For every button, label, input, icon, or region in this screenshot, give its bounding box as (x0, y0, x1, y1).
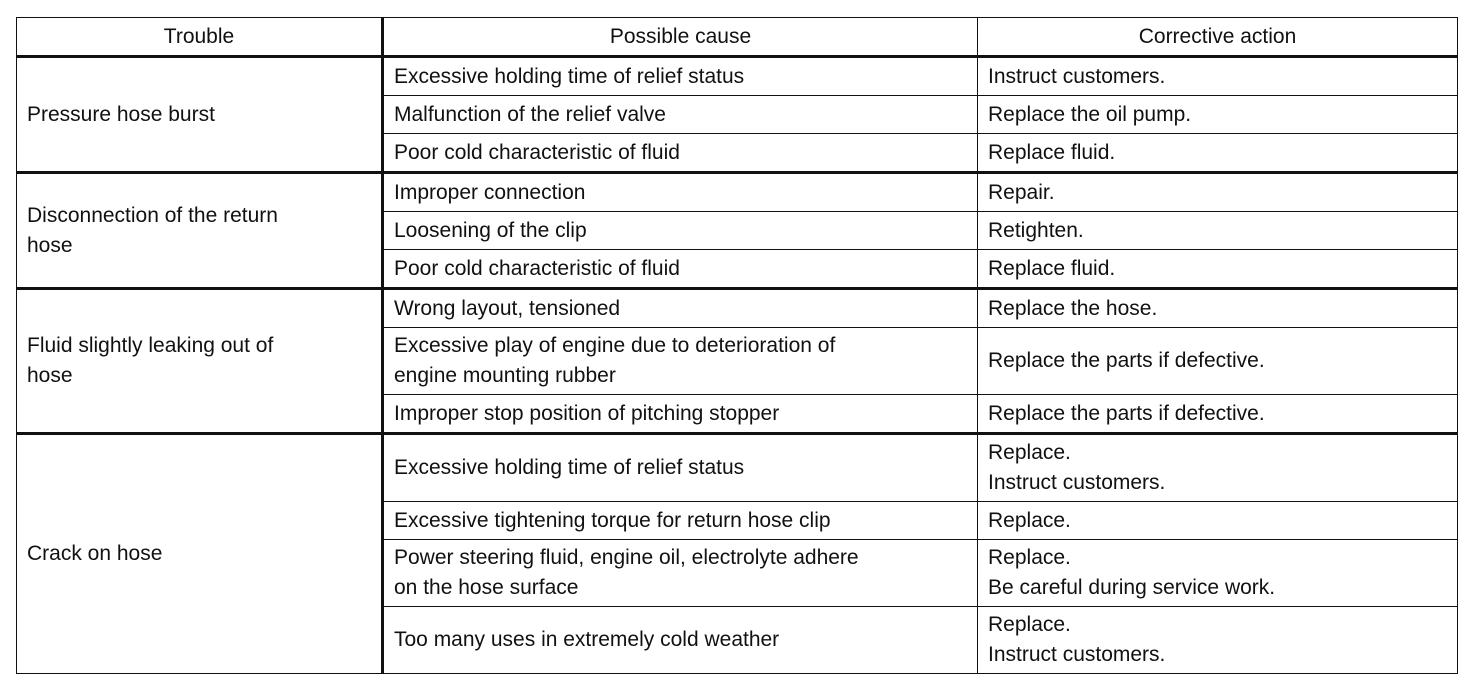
action-cell: Replace. Instruct customers. (978, 434, 1458, 502)
action-cell: Replace the oil pump. (978, 96, 1458, 134)
action-cell: Repair. (978, 173, 1458, 212)
header-trouble: Trouble (17, 18, 383, 57)
table-row (17, 57, 1458, 96)
action-cell: Replace the parts if defective. (978, 328, 1458, 395)
cause-cell: Improper stop position of pitching stopper (383, 395, 978, 434)
action-cell: Retighten. (978, 212, 1458, 250)
cause-cell: Poor cold characteristic of fluid (383, 134, 978, 173)
troubleshooting-table (16, 17, 1458, 674)
cause-cell: Excessive holding time of relief status (383, 57, 978, 96)
trouble-cell: Crack on hose (17, 434, 383, 674)
action-cell: Replace fluid. (978, 250, 1458, 289)
table-row (17, 434, 1458, 502)
cause-cell: Poor cold characteristic of fluid (383, 250, 978, 289)
action-cell: Replace. (978, 502, 1458, 540)
action-cell: Replace. Be careful during service work. (978, 540, 1458, 607)
cause-cell: Improper connection (383, 173, 978, 212)
header-row (17, 18, 1458, 57)
cause-cell: Excessive tightening torque for return hose clip (383, 502, 978, 540)
action-cell: Replace the parts if defective. (978, 395, 1458, 434)
header-possible-cause: Possible cause (383, 18, 978, 57)
header-corrective-action: Corrective action (978, 18, 1458, 57)
action-cell: Instruct customers. (978, 57, 1458, 96)
cause-cell: Excessive holding time of relief status (383, 434, 978, 502)
action-cell: Replace fluid. (978, 134, 1458, 173)
table-row (17, 289, 1458, 328)
cause-cell: Too many uses in extremely cold weather (383, 607, 978, 674)
cause-cell: Power steering fluid, engine oil, electrolyte adhere on the hose surface (383, 540, 978, 607)
cause-cell: Loosening of the clip (383, 212, 978, 250)
action-cell: Replace. Instruct customers. (978, 607, 1458, 674)
trouble-cell: Pressure hose burst (17, 57, 383, 173)
trouble-cell: Disconnection of the return hose (17, 173, 383, 289)
cause-cell: Excessive play of engine due to deterioration of engine mounting rubber (383, 328, 978, 395)
cause-cell: Malfunction of the relief valve (383, 96, 978, 134)
table-row (17, 173, 1458, 212)
action-cell: Replace the hose. (978, 289, 1458, 328)
trouble-cell: Fluid slightly leaking out of hose (17, 289, 383, 434)
cause-cell: Wrong layout, tensioned (383, 289, 978, 328)
